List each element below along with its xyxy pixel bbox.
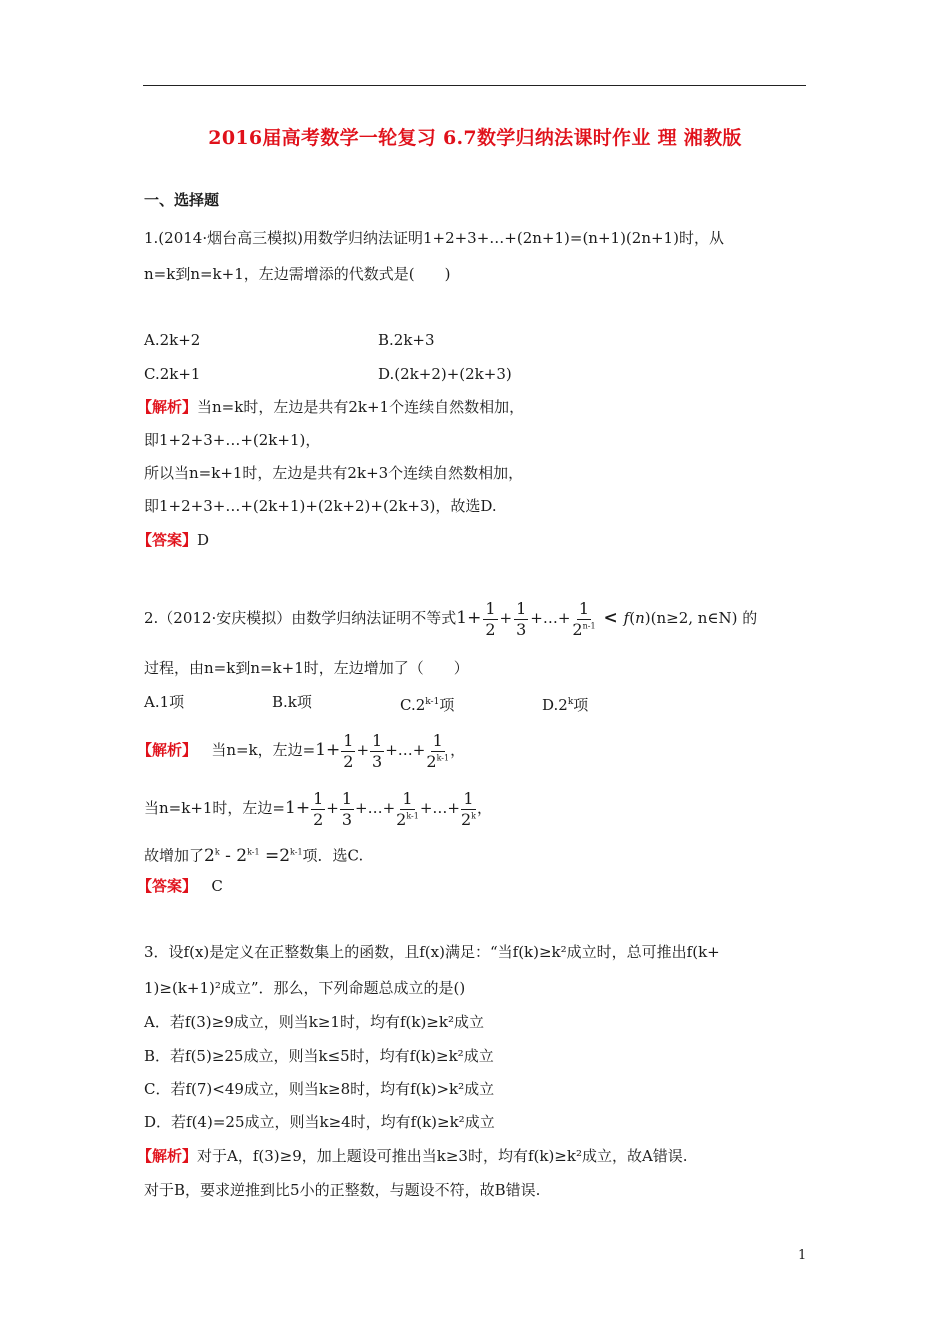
q2-analysis-line1: 【解析】 当n=k，左边=1+ $\frac{1}{2}$ + $\frac{1}{3}$ +…+ $\frac{1}{2^{k-1}}$ ， [137,730,466,771]
answer-tag: 【答案】 [137,531,198,549]
header-rule [143,85,806,86]
q1-option-c: C.2k+1 [144,365,201,383]
q3-option-d: D．若f(4)=25成立，则当k≥4时，均有f(k)≥k²成立 [144,1113,495,1131]
document-title: 2016届高考数学一轮复习 6.7数学归纳法课时作业 理 湘教版 [208,127,742,149]
section-heading: 一、选择题 [144,191,220,209]
q3-option-b: B．若f(5)≥25成立，则当k≤5时，均有f(k)≥k²成立 [144,1047,494,1065]
q1-analysis-line2: 即1+2+3+…+(2k+1)， [144,431,321,449]
q1-option-d: D.(2k+2)+(2k+3) [378,365,512,383]
q3-option-c: C．若f(7)<49成立，则当k≥8时，均有f(k)>k²成立 [144,1080,495,1098]
analysis-tag: 【解析】 [137,398,198,416]
q1-analysis-line4: 即1+2+3+…+(2k+1)+(2k+2)+(2k+3)，故选D. [144,497,497,515]
q1-analysis-line3: 所以当n=k+1时，左边是共有2k+3个连续自然数相加， [144,464,524,482]
q3-stem-line1: 3．设f(x)是定义在正整数集上的函数，且f(x)满足：“当f(k)≥k²成立时，总可推出f(k+ [144,943,720,961]
q1-stem-line1: 1.(2014·烟台高三模拟)用数学归纳法证明1+2+3+…+(2n+1)=(n+1)(2n+1)时，从 [144,229,724,247]
q2-stem-line2: 过程，由n=k到n=k+1时，左边增加了（ ） [144,659,469,677]
q2-answer: 【答案】 C [137,877,223,895]
q2-option-d: D.2$^k$项 [542,696,589,714]
q3-analysis-line1: 【解析】对于A，f(3)≥9，加上题设可推出当k≥3时，均有f(k)≥k²成立，故A错误. [137,1147,688,1165]
q1-stem-line2: n=k到n=k+1，左边需增添的代数式是( ) [144,265,451,283]
q2-option-a: A.1项 [144,693,185,711]
q2-analysis-line2: 当n=k+1时，左边=1+ $\frac{1}{2}$ + $\frac{1}{3}$ +…+ $\frac{1}{2^{k-1}}$ +…+ $\frac{1}{2^k}$ ， [144,788,493,829]
q1-analysis-line1: 【解析】当n=k时，左边是共有2k+1个连续自然数相加， [137,398,525,416]
q1-option-b: B.2k+3 [378,331,435,349]
q2-stem-line1: 2.（2012·安庆模拟）由数学归纳法证明不等式1+ $\frac{1}{2}$ + $\frac{1}{3}$ +…+ $\frac{1}{2^{n-1}}$ < f(n)(n≥2, n∈N) 的 [144,598,758,639]
q3-option-a: A．若f(3)≥9成立，则当k≥1时，均有f(k)≥k²成立 [144,1013,484,1031]
q3-analysis-line2: 对于B，要求逆推到比5小的正整数，与题设不符，故B错误. [144,1181,541,1199]
q3-stem-line2: 1)≥(k+1)²成立”．那么，下列命题总成立的是() [144,979,466,997]
q2-option-b: B.k项 [272,693,312,711]
q1-option-a: A.2k+2 [144,331,201,349]
q1-answer: 【答案】D [137,531,210,549]
q2-option-c: C.2$^{k-1}$项 [400,696,455,714]
q2-analysis-line3: 故增加了$2^k - 2^{k-1} =2^{k-1}$项．选C. [144,845,364,866]
page-number: 1 [798,1248,807,1263]
